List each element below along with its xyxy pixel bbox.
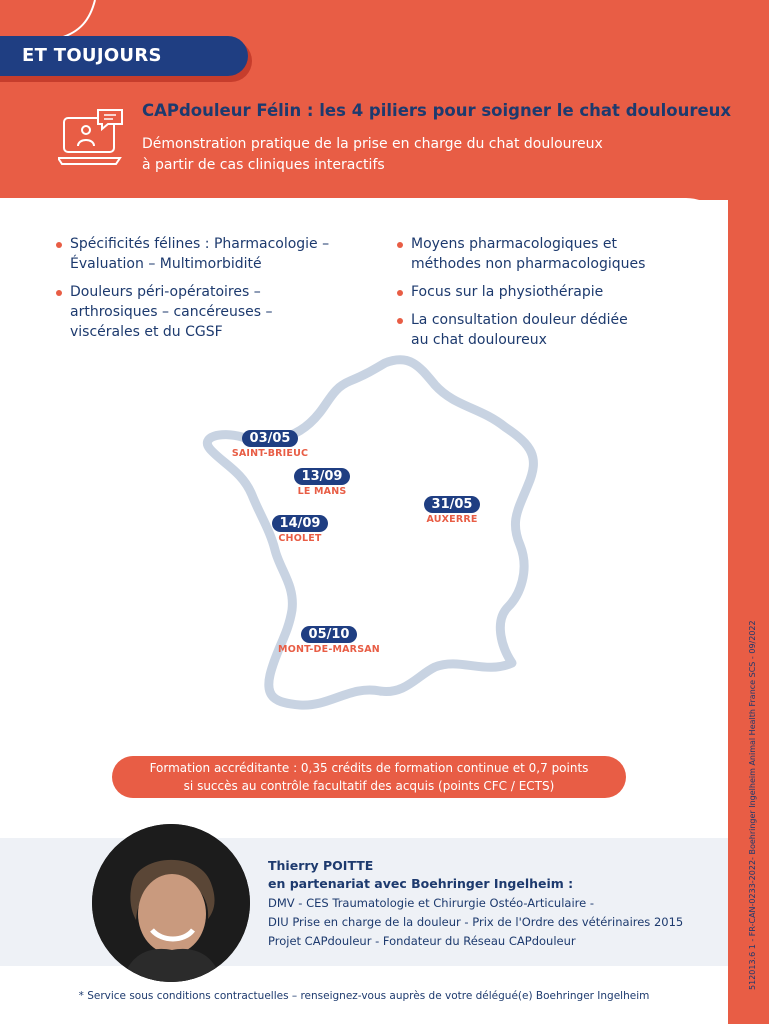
subtitle-line: Démonstration pratique de la prise en charge du chat douloureux [142,136,603,152]
session-pin [264,623,394,655]
section-badge: ET TOUJOURS [0,36,248,76]
session-city: LE MANS [297,486,347,497]
topic-line: Douleurs péri-opératoires – [70,284,261,300]
session-date: 03/05 [242,430,299,447]
session-pin [235,512,365,544]
online-training-icon [58,108,126,172]
program-subtitle [142,134,662,176]
session-date: 05/10 [301,626,358,643]
topics-left [56,234,356,350]
speaker-name: Thierry POITTE [268,858,374,873]
subtitle-line: à partir de cas cliniques interactifs [142,157,385,173]
accreditation-line: si succès au contrôle facultatif des acquis (points CFC / ECTS) [183,779,555,793]
topic-line: Focus sur la physiothérapie [411,284,604,300]
topic-line: Évaluation – Multimorbidité [70,256,262,272]
session-pin [257,465,387,497]
session-date: 31/05 [424,496,481,513]
topic-item [397,282,697,302]
speaker-credential: Projet CAPdouleur - Fondateur du Réseau CAPdouleur [268,934,576,948]
footer-note: * Service sous conditions contractuelles – renseignez-vous auprès de votre délégué(e) Boehringer Ingelheim [78,990,650,1002]
topic-line: méthodes non pharmacologiques [411,256,646,272]
session-city: SAINT-BRIEUC [231,448,309,459]
session-date: 14/09 [272,515,329,532]
topic-line: Spécificités félines : Pharmacologie – [70,236,330,252]
decorative-curve [0,0,200,40]
topic-line: Moyens pharmacologiques et [411,236,617,252]
topic-line: arthrosiques – cancéreuses – [70,304,273,320]
speaker-credential: DIU Prise en charge de la douleur - Prix de l'Ordre des vétérinaires 2015 [268,915,684,929]
session-city: CHOLET [278,533,322,544]
session-date: 13/09 [294,468,351,485]
speaker-credential: DMV - CES Traumatologie et Chirurgie Ostéo-Articulaire - [268,896,595,910]
topic-item [56,282,356,342]
speaker-partner: en partenariat avec Boehringer Ingelheim : [268,876,574,891]
topics-right [397,234,697,358]
program-title: CAPdouleur Félin : les 4 piliers pour soigner le chat douloureux [142,101,732,120]
topic-item [397,310,697,350]
topic-line: La consultation douleur dédiée [411,312,628,328]
session-pin [205,427,335,459]
legal-reference: 512013.6 1 - FR-CAN-0233-2022- Boehringer Ingelheim Animal Health France SCS - 09/2022 [748,620,757,990]
topic-item [397,234,697,274]
session-pin [387,493,517,525]
accreditation-line: Formation accréditante : 0,35 crédits de formation continue et 0,7 points [149,761,589,775]
speaker-photo [92,824,250,982]
session-city: MONT-DE-MARSAN [278,644,380,655]
topic-item [56,234,356,274]
speaker-portrait-icon [92,824,250,982]
topic-line: au chat douloureux [411,332,547,348]
session-city: AUXERRE [426,514,478,525]
topic-line: viscérales et du CGSF [70,324,223,340]
accreditation-banner [112,756,626,798]
